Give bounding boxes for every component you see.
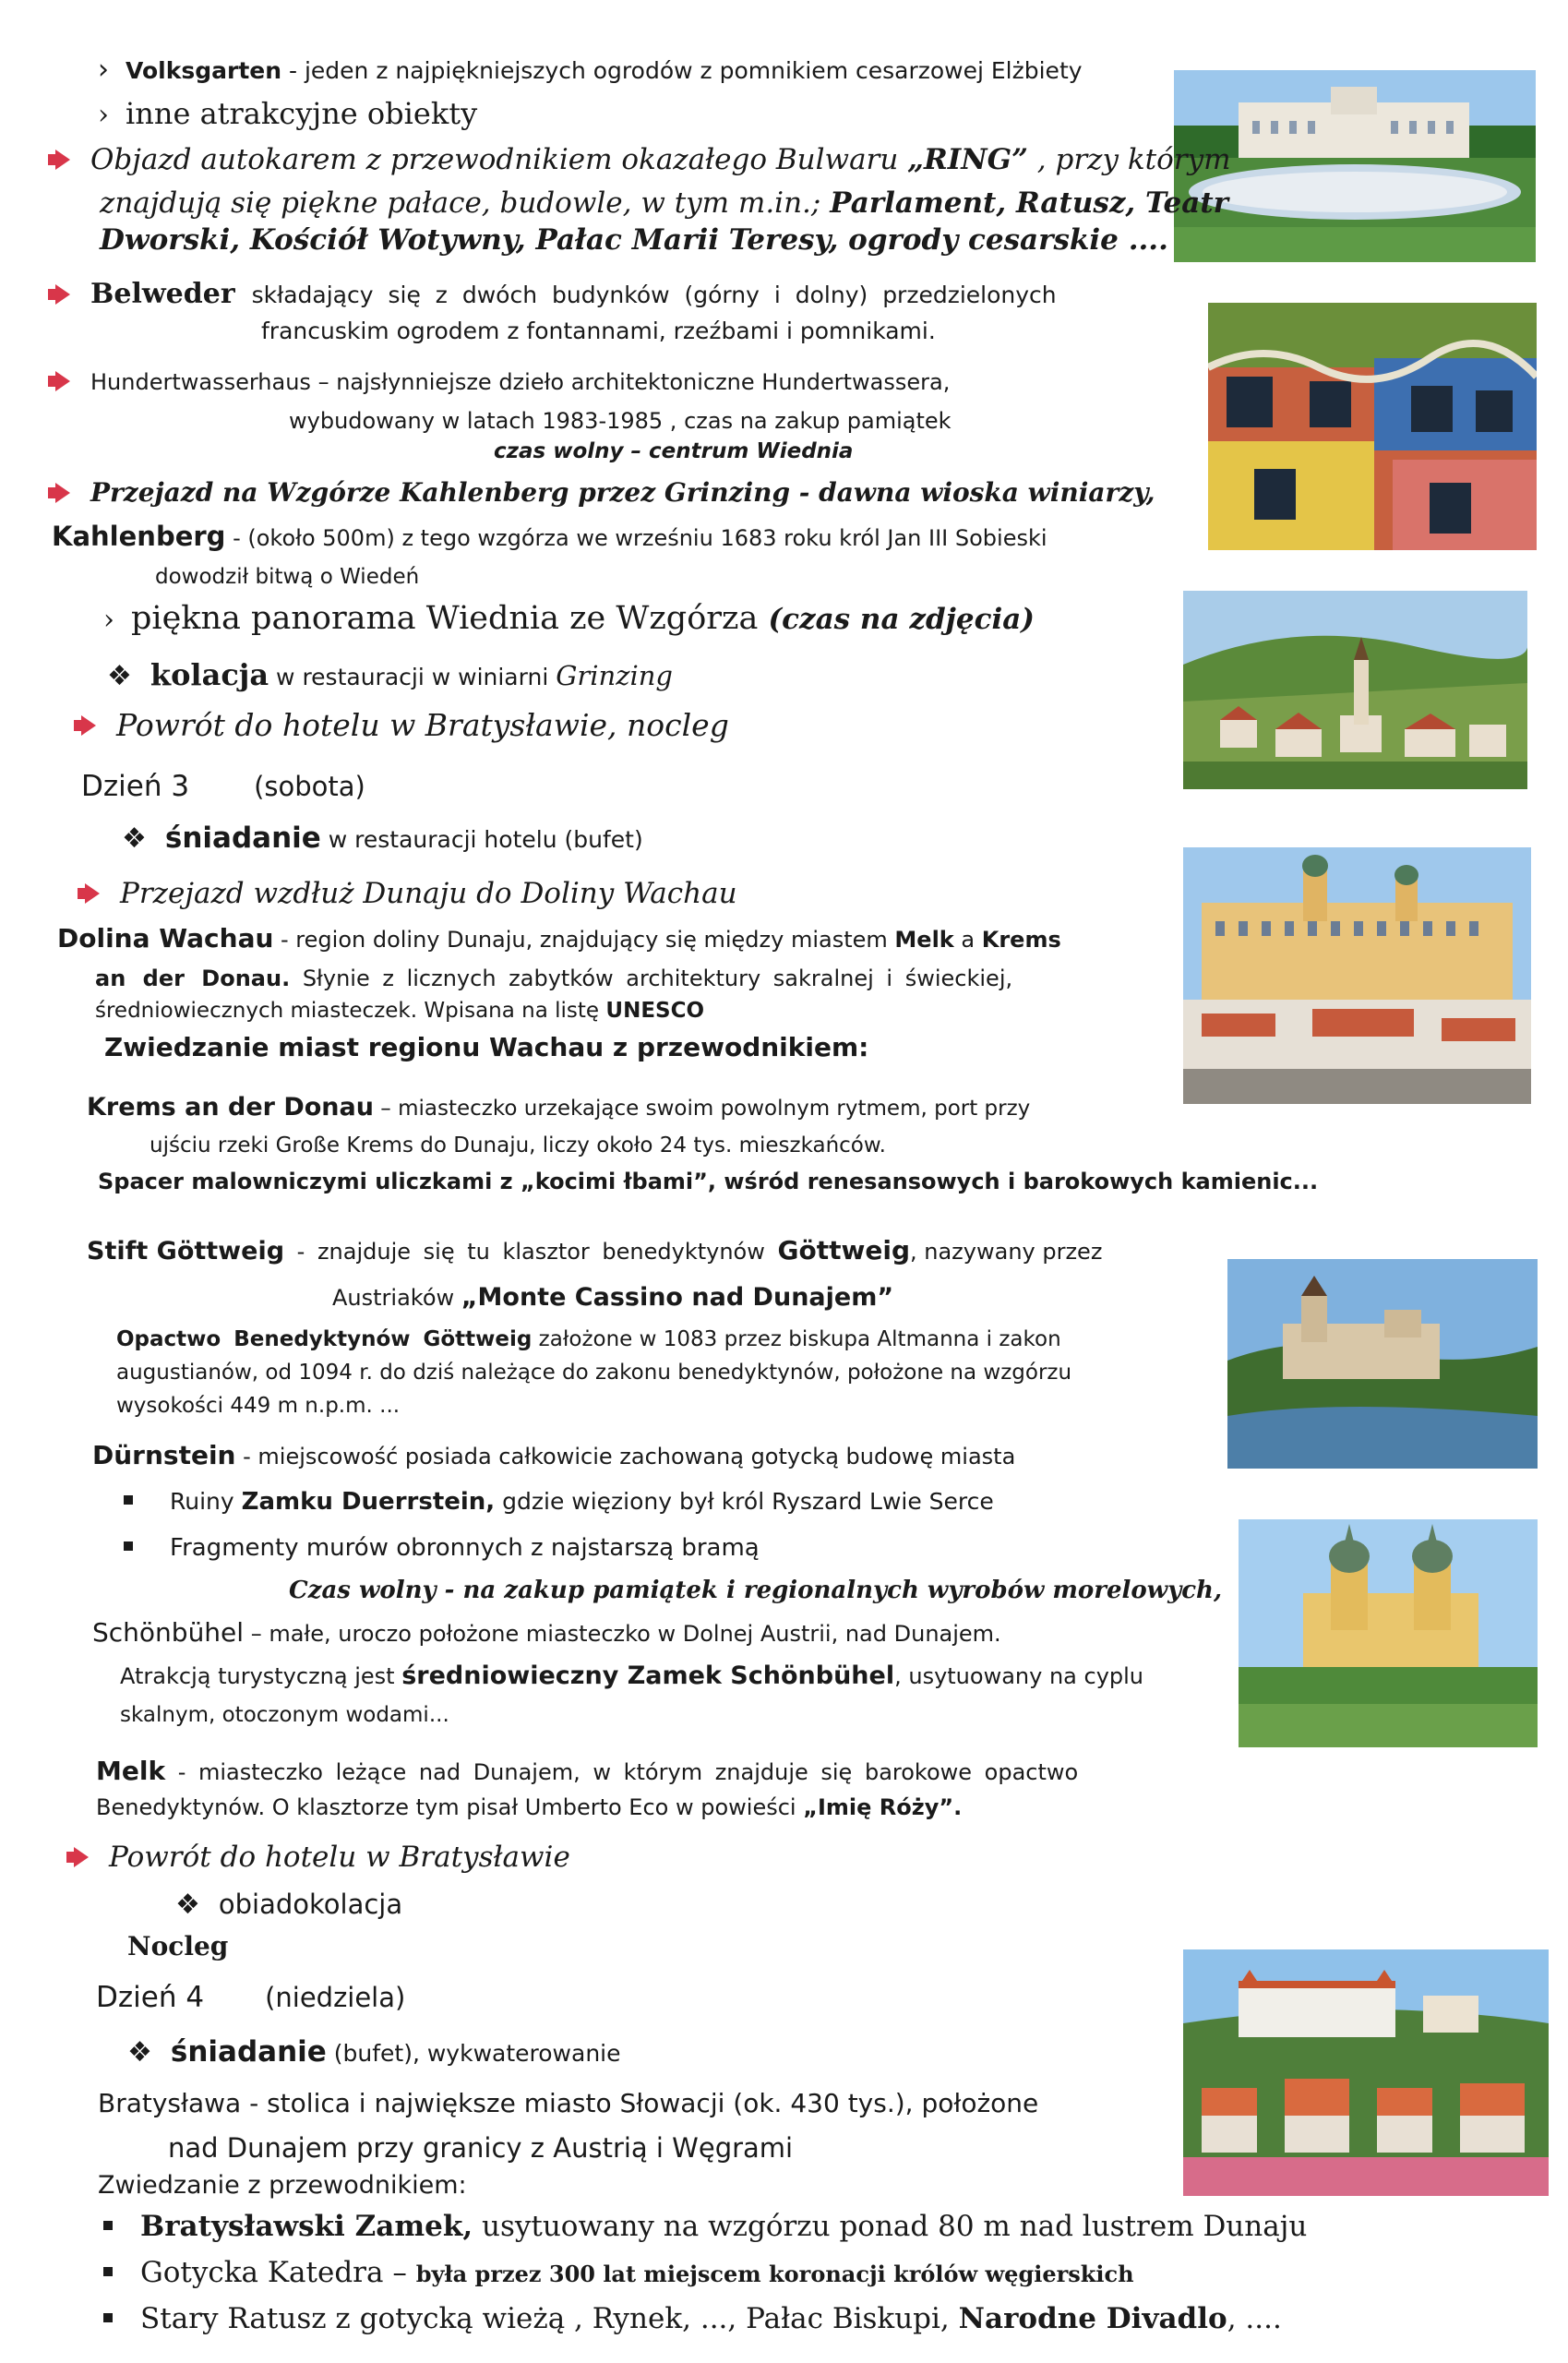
gott-text-2: Austriaków	[332, 1285, 461, 1311]
d4-bullet-1	[103, 2210, 1307, 2243]
durn-name: Dürnstein	[92, 1440, 236, 1470]
obiad-line	[175, 1889, 402, 1921]
d3-sniadanie-line	[122, 822, 643, 855]
d4-zwiedz-text: Zwiedzanie z przewodnikiem:	[98, 2171, 467, 2200]
gott-text-5: wysokości 449 m n.p.m. ...	[116, 1394, 401, 1418]
czas-text: Czas wolny - na zakup pamiątek i regionalnych wyrobów morelowych,	[289, 1577, 1223, 1604]
powrot-d3-text: Powrót do hotelu w Bratysławie	[109, 1841, 570, 1874]
chevron-right-icon: ›	[98, 54, 109, 86]
schon-line-1	[92, 1617, 1001, 1648]
belweder-line-2	[261, 318, 936, 344]
ring-highlight-2: Parlament, Ratusz, Teatr	[830, 186, 1228, 220]
przejazd-text: Przejazd wzdłuż Dunaju do Doliny Wachau	[120, 877, 737, 910]
brat-line-2	[168, 2132, 793, 2164]
ring-text-3: Dworski, Kościół Wotywny, Pałac Marii Teresy, ogrody cesarskie ....	[100, 223, 1168, 257]
day4-heading	[96, 1981, 405, 2014]
wachau-melk: Melk	[894, 927, 954, 953]
hund-text-3: czas wolny – centrum Wiednia	[494, 439, 854, 463]
kolacja-label: kolacja	[150, 657, 269, 692]
day4-title: Dzień 4	[96, 1981, 205, 2014]
czas-line	[289, 1577, 1222, 1604]
sniadanie-text: w restauracji hotelu (bufet)	[320, 826, 643, 853]
powrot-d3-line	[74, 1841, 570, 1874]
ring-text-1: Objazd autokarem z przewodnikiem okazałego Bulwaru	[90, 143, 908, 176]
d4-bullet-2	[103, 2256, 1134, 2289]
obiad-text: obiadokolacja	[218, 1889, 403, 1920]
wachau-donau: an der Donau.	[95, 966, 291, 991]
d4-bullet-3	[103, 2302, 1282, 2335]
d4-sniadanie-label: śniadanie	[170, 2035, 327, 2069]
krems-text-2: ujściu rzeki Große Krems do Dunaju, liczy około 24 tys. mieszkańców.	[150, 1134, 886, 1158]
ring-text-2: znajdują się piękne pałace, budowle, w tym m.in.;	[100, 186, 831, 220]
wachau-and: a	[953, 927, 982, 953]
hund-text-2: wybudowany w latach 1983-1985 , czas na zakup pamiątek	[289, 408, 952, 434]
d4-ellipsis: , ....	[1227, 2302, 1282, 2335]
schon-zamek: średniowieczny Zamek Schönbühel	[401, 1661, 895, 1690]
melk-text-1: - miasteczko leżące nad Dunajem, w którym znajduje się barokowe opactwo	[165, 1759, 1079, 1785]
hund-line-2	[289, 408, 952, 434]
wachau-line-1	[57, 923, 1061, 954]
chevron-right-icon: ›	[98, 99, 109, 131]
melk-line-2	[96, 1794, 962, 1820]
hundertwasserhaus-photo	[1208, 303, 1537, 550]
red-arrow-icon	[55, 483, 70, 503]
gott-opactwo: Opactwo Benedyktynów Göttweig	[116, 1327, 533, 1351]
schon-text-2: Atrakcją turystyczną jest	[120, 1663, 402, 1689]
krems-line-3	[98, 1169, 1318, 1194]
kahl-text-3: dowodził bitwą o Wiedeń	[155, 565, 420, 589]
durn-ruiny: Ruiny	[170, 1488, 242, 1515]
red-arrow-icon	[55, 371, 70, 391]
kahl-text-1: Przejazd na Wzgórze Kahlenberg przez Grinzing - dawna wioska winiarzy,	[90, 477, 1155, 508]
square-bullet-icon	[103, 2313, 113, 2322]
wachau-name: Dolina Wachau	[57, 923, 274, 954]
ring-line-1	[55, 143, 1231, 176]
red-arrow-icon	[55, 284, 70, 305]
gott-monte-cassino: „Monte Cassino nad Dunajem”	[461, 1283, 894, 1312]
panorama-note: (czas na zdjęcia)	[768, 603, 1035, 636]
krems-text-3: Spacer malowniczymi uliczkami z „kocimi łbami”, wśród renesansowych i barokowych kamienic...	[98, 1169, 1319, 1194]
d4-katedra: Gotycka Katedra –	[140, 2256, 416, 2289]
diamond-bullet-icon: ❖	[175, 1889, 200, 1921]
square-bullet-icon	[124, 1495, 133, 1505]
panorama-line	[103, 600, 1035, 637]
melk-towers-photo	[1239, 1519, 1538, 1747]
inne-text: inne atrakcyjne obiekty	[126, 96, 478, 131]
kolacja-text: w restauracji w winiarni	[269, 664, 557, 690]
gott-text-1: - znajduje się tu klasztor benedyktynów	[284, 1239, 778, 1265]
day3-heading	[81, 770, 365, 803]
red-arrow-icon	[74, 1847, 89, 1867]
zwiedzanie-text: Zwiedzanie miast regionu Wachau z przewodnikiem:	[104, 1032, 869, 1062]
ring-text-1b: , przy którym	[1027, 143, 1231, 176]
brat-line-1	[98, 2088, 1038, 2118]
durn-text-1: - miejscowość posiada całkowicie zachowaną gotycką budowę miasta	[235, 1444, 1016, 1469]
volksgarten-desc: - jeden z najpiękniejszych ogrodów z pomnikiem cesarzowej Elżbiety	[281, 57, 1083, 84]
brat-text-1: Bratysława - stolica i największe miasto Słowacji (ok. 430 tys.), położone	[98, 2088, 1039, 2118]
ring-highlight: „RING”	[907, 143, 1028, 176]
melk-abbey-photo	[1183, 847, 1531, 1104]
krems-name: Krems an der Donau	[87, 1093, 374, 1122]
hund-text-1: Hundertwasserhaus – najsłynniejsze dzieło architektoniczne Hundertwassera,	[90, 369, 951, 395]
wachau-line-2	[95, 966, 1012, 991]
durn-zamek: Zamku Duerrstein,	[241, 1488, 496, 1516]
zwiedzanie-line	[104, 1032, 868, 1062]
gott-text-3: założone w 1083 przez biskupa Altmanna i zakon	[532, 1327, 1061, 1351]
krems-line-1	[87, 1093, 1030, 1122]
hund-line-3	[494, 439, 853, 463]
sniadanie-label: śniadanie	[164, 822, 321, 855]
krems-line-2	[150, 1134, 886, 1158]
kolacja-place: Grinzing	[556, 660, 673, 691]
kolacja-line	[107, 657, 673, 692]
ring-line-3	[100, 223, 1168, 257]
belweder-desc-1: składający się z dwóch budynków (górny i dolny) przedzielonych	[251, 282, 1057, 308]
wachau-line-3	[95, 999, 704, 1023]
krems-text-1: – miasteczko urzekające swoim powolnym rytmem, port przy	[373, 1097, 1031, 1121]
d4-zwiedz-line	[98, 2171, 467, 2200]
gott-line-1	[87, 1235, 1102, 1265]
schon-text-3: skalnym, otoczonym wodami...	[120, 1703, 449, 1727]
ring-line-2	[100, 186, 1228, 220]
d4-sniadanie-line	[127, 2035, 621, 2069]
powrot-d2-line	[81, 707, 729, 743]
volksgarten-name: Volksgarten	[126, 57, 282, 84]
diamond-bullet-icon: ❖	[107, 660, 132, 692]
day4-weekday: (niedziela)	[265, 1982, 406, 2013]
durn-text-b2: Fragmenty murów obronnych z najstarszą bramą	[170, 1534, 760, 1562]
day3-weekday: (sobota)	[254, 771, 365, 802]
gott-line-3	[116, 1327, 1061, 1351]
wachau-text-1: - region doliny Dunaju, znajdujący się między miastem	[273, 927, 895, 953]
gott-name: Stift Göttweig	[87, 1237, 285, 1265]
kahl-line-1	[55, 477, 1155, 508]
gott-text-4: augustianów, od 1094 r. do dziś należące do zakonu benedyktynów, położone na wzgórzu	[116, 1361, 1072, 1385]
wachau-unesco: UNESCO	[605, 999, 705, 1023]
d4-sniadanie-text: (bufet), wykwaterowanie	[326, 2040, 621, 2067]
nocleg-line	[127, 1931, 228, 1961]
diamond-bullet-icon: ❖	[122, 822, 147, 855]
melk-book: „Imię Róży”.	[803, 1794, 963, 1820]
wachau-text-3: średniowiecznych miasteczek. Wpisana na listę	[95, 999, 606, 1023]
gott-line-5	[116, 1394, 400, 1418]
melk-line-1	[96, 1756, 1078, 1786]
schon-text-1: – małe, uroczo położone miasteczko w Dolnej Austrii, nad Dunajem.	[244, 1621, 1001, 1647]
durn-bullet-1	[124, 1488, 994, 1516]
chevron-right-icon: ›	[103, 604, 114, 636]
durn-line-1	[92, 1440, 1015, 1470]
d3-przejazd-line	[85, 877, 737, 910]
panorama-text: piękna panorama Wiednia ze Wzgórza	[131, 600, 769, 637]
schon-text-2c: , usytuowany na cyplu	[894, 1663, 1144, 1689]
day3-title: Dzień 3	[81, 770, 190, 803]
melk-name: Melk	[96, 1756, 166, 1786]
grinzing-photo	[1183, 591, 1527, 789]
d4-divadlo: Narodne Divadlo	[958, 2302, 1227, 2335]
square-bullet-icon	[124, 1541, 133, 1551]
brat-text-2: nad Dunajem przy granicy z Austrią i Węgrami	[168, 2132, 794, 2164]
belweder-name: Belweder	[90, 278, 235, 310]
kahl-line-3	[155, 565, 419, 589]
volksgarten-line	[98, 54, 1083, 86]
wachau-krems: Krems	[981, 927, 1061, 953]
gott-text-1c: , nazywany przez	[910, 1239, 1103, 1265]
schon-line-2	[120, 1661, 1143, 1690]
kahl-name: Kahlenberg	[52, 521, 226, 552]
red-arrow-icon	[55, 150, 70, 170]
red-arrow-icon	[85, 883, 100, 904]
d4-text-2: była przez 300 lat miejscem koronacji królów węgierskich	[415, 2261, 1134, 2287]
red-arrow-icon	[81, 715, 96, 736]
schon-name: Schönbühel	[92, 1617, 245, 1648]
gott-line-2	[332, 1283, 893, 1312]
gottweig-photo	[1227, 1259, 1538, 1469]
d4-text-1: usytuowany na wzgórzu ponad 80 m nad lustrem Dunaju	[473, 2210, 1308, 2243]
square-bullet-icon	[103, 2221, 113, 2230]
schon-line-3	[120, 1703, 449, 1727]
diamond-bullet-icon: ❖	[127, 2036, 152, 2069]
belweder-desc-2: francuskim ogrodem z fontannami, rzeźbami i pomnikami.	[261, 318, 936, 344]
durn-bullet-2	[124, 1534, 760, 1562]
gott-highlight: Göttweig	[777, 1235, 910, 1265]
square-bullet-icon	[103, 2267, 113, 2276]
belweder-line-1	[55, 278, 1057, 310]
inne-line	[98, 96, 477, 131]
hund-line-1	[55, 369, 950, 395]
d4-ratusz: Stary Ratusz z gotycką wieżą , Rynek, ..., Pałac Biskupi,	[140, 2302, 959, 2335]
powrot-d2-text: Powrót do hotelu w Bratysławie, nocleg	[116, 707, 729, 743]
gott-line-4	[116, 1361, 1071, 1385]
kahl-text-2: - (około 500m) z tego wzgórza we wrześniu 1683 roku król Jan III Sobieski	[225, 525, 1047, 551]
melk-text-2: Benedyktynów. O klasztorze tym pisał Umberto Eco w powieści	[96, 1794, 804, 1820]
nocleg-text: Nocleg	[127, 1931, 229, 1961]
d4-zamek: Bratysławski Zamek,	[140, 2210, 473, 2243]
bratislava-castle-photo	[1183, 1949, 1549, 2196]
kahl-line-2	[52, 521, 1047, 552]
durn-text-b1: gdzie więziony był król Ryszard Lwie Serce	[495, 1488, 994, 1515]
wachau-text-2: Słynie z licznych zabytków architektury sakralnej i świeckiej,	[290, 966, 1013, 991]
